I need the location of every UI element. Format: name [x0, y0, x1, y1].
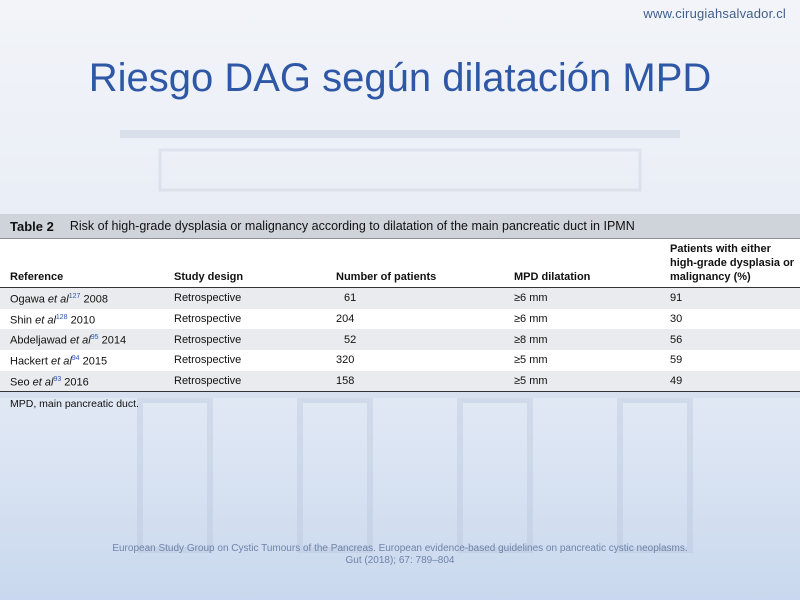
- cell-patients: 61: [336, 288, 514, 309]
- table-caption-bar: [0, 214, 800, 239]
- column-header-study-design: Study design: [174, 239, 336, 288]
- citation-line-2: Gut (2018); 67: 789–804: [345, 555, 455, 566]
- cell-reference: Shin et $al^{128}$ 2010: [0, 309, 174, 330]
- table-header-row: [0, 239, 800, 288]
- cell-design: Retrospective: [174, 329, 336, 350]
- cell-patients: 158: [336, 371, 514, 392]
- table-caption: Risk of high-grade dysplasia or malignancy according to dilatation of the main pancreatic duct in IPMN: [69, 219, 635, 233]
- data-table: [0, 239, 800, 392]
- cell-design: Retrospective: [174, 309, 336, 330]
- table-row: [0, 309, 800, 330]
- column-header-mpd-dilatation: MPD dilatation: [514, 239, 670, 288]
- cell-patients: 52: [336, 329, 514, 350]
- cell-reference: Seo et $al^{93}$ 2016: [0, 371, 174, 392]
- table-row: [0, 329, 800, 350]
- cell-percent: 59: [670, 350, 800, 371]
- table-label: Table 2: [10, 218, 54, 234]
- cell-reference: Abdeljawad et $al^{95}$ 2014: [0, 329, 174, 350]
- cell-reference: Hackert et $al^{94}$ 2015: [0, 350, 174, 371]
- cell-mpd: ≥6 mm: [514, 309, 670, 330]
- column-header-hgd-percent: Patients with either high-grade dysplasia or malignancy (%): [670, 239, 800, 288]
- table-footnote: MPD, main pancreatic duct.: [10, 398, 139, 411]
- cell-percent: 30: [670, 309, 800, 330]
- cell-design: Retrospective: [174, 371, 336, 392]
- cell-percent: 56: [670, 329, 800, 350]
- website-url: www.cirugiahsalvador.cl: [643, 6, 786, 21]
- cell-percent: 91: [670, 288, 800, 309]
- table-row: [0, 371, 800, 392]
- table-row: [0, 288, 800, 309]
- cell-design: Retrospective: [174, 288, 336, 309]
- slide-title: Riesgo DAG según dilatación MPD: [88, 56, 712, 100]
- cell-mpd: ≥5 mm: [514, 350, 670, 371]
- cell-mpd: ≥8 mm: [514, 329, 670, 350]
- citation-line-1: European Study Group on Cystic Tumours of the Pancreas. European evidence-based guidelines on pancreatic cystic neoplasms.: [112, 543, 688, 554]
- cell-patients: 204: [336, 309, 514, 330]
- cell-mpd: ≥5 mm: [514, 371, 670, 392]
- cell-reference: Ogawa et $al^{127}$ 2008: [0, 288, 174, 309]
- table-row: [0, 350, 800, 371]
- citation: [0, 543, 800, 567]
- cell-mpd: ≥6 mm: [514, 288, 670, 309]
- cell-design: Retrospective: [174, 350, 336, 371]
- cell-patients: 320: [336, 350, 514, 371]
- table-panel: [0, 214, 800, 411]
- column-header-patients: Number of patients: [336, 239, 514, 288]
- column-header-reference: Reference: [0, 239, 174, 288]
- cell-percent: 49: [670, 371, 800, 392]
